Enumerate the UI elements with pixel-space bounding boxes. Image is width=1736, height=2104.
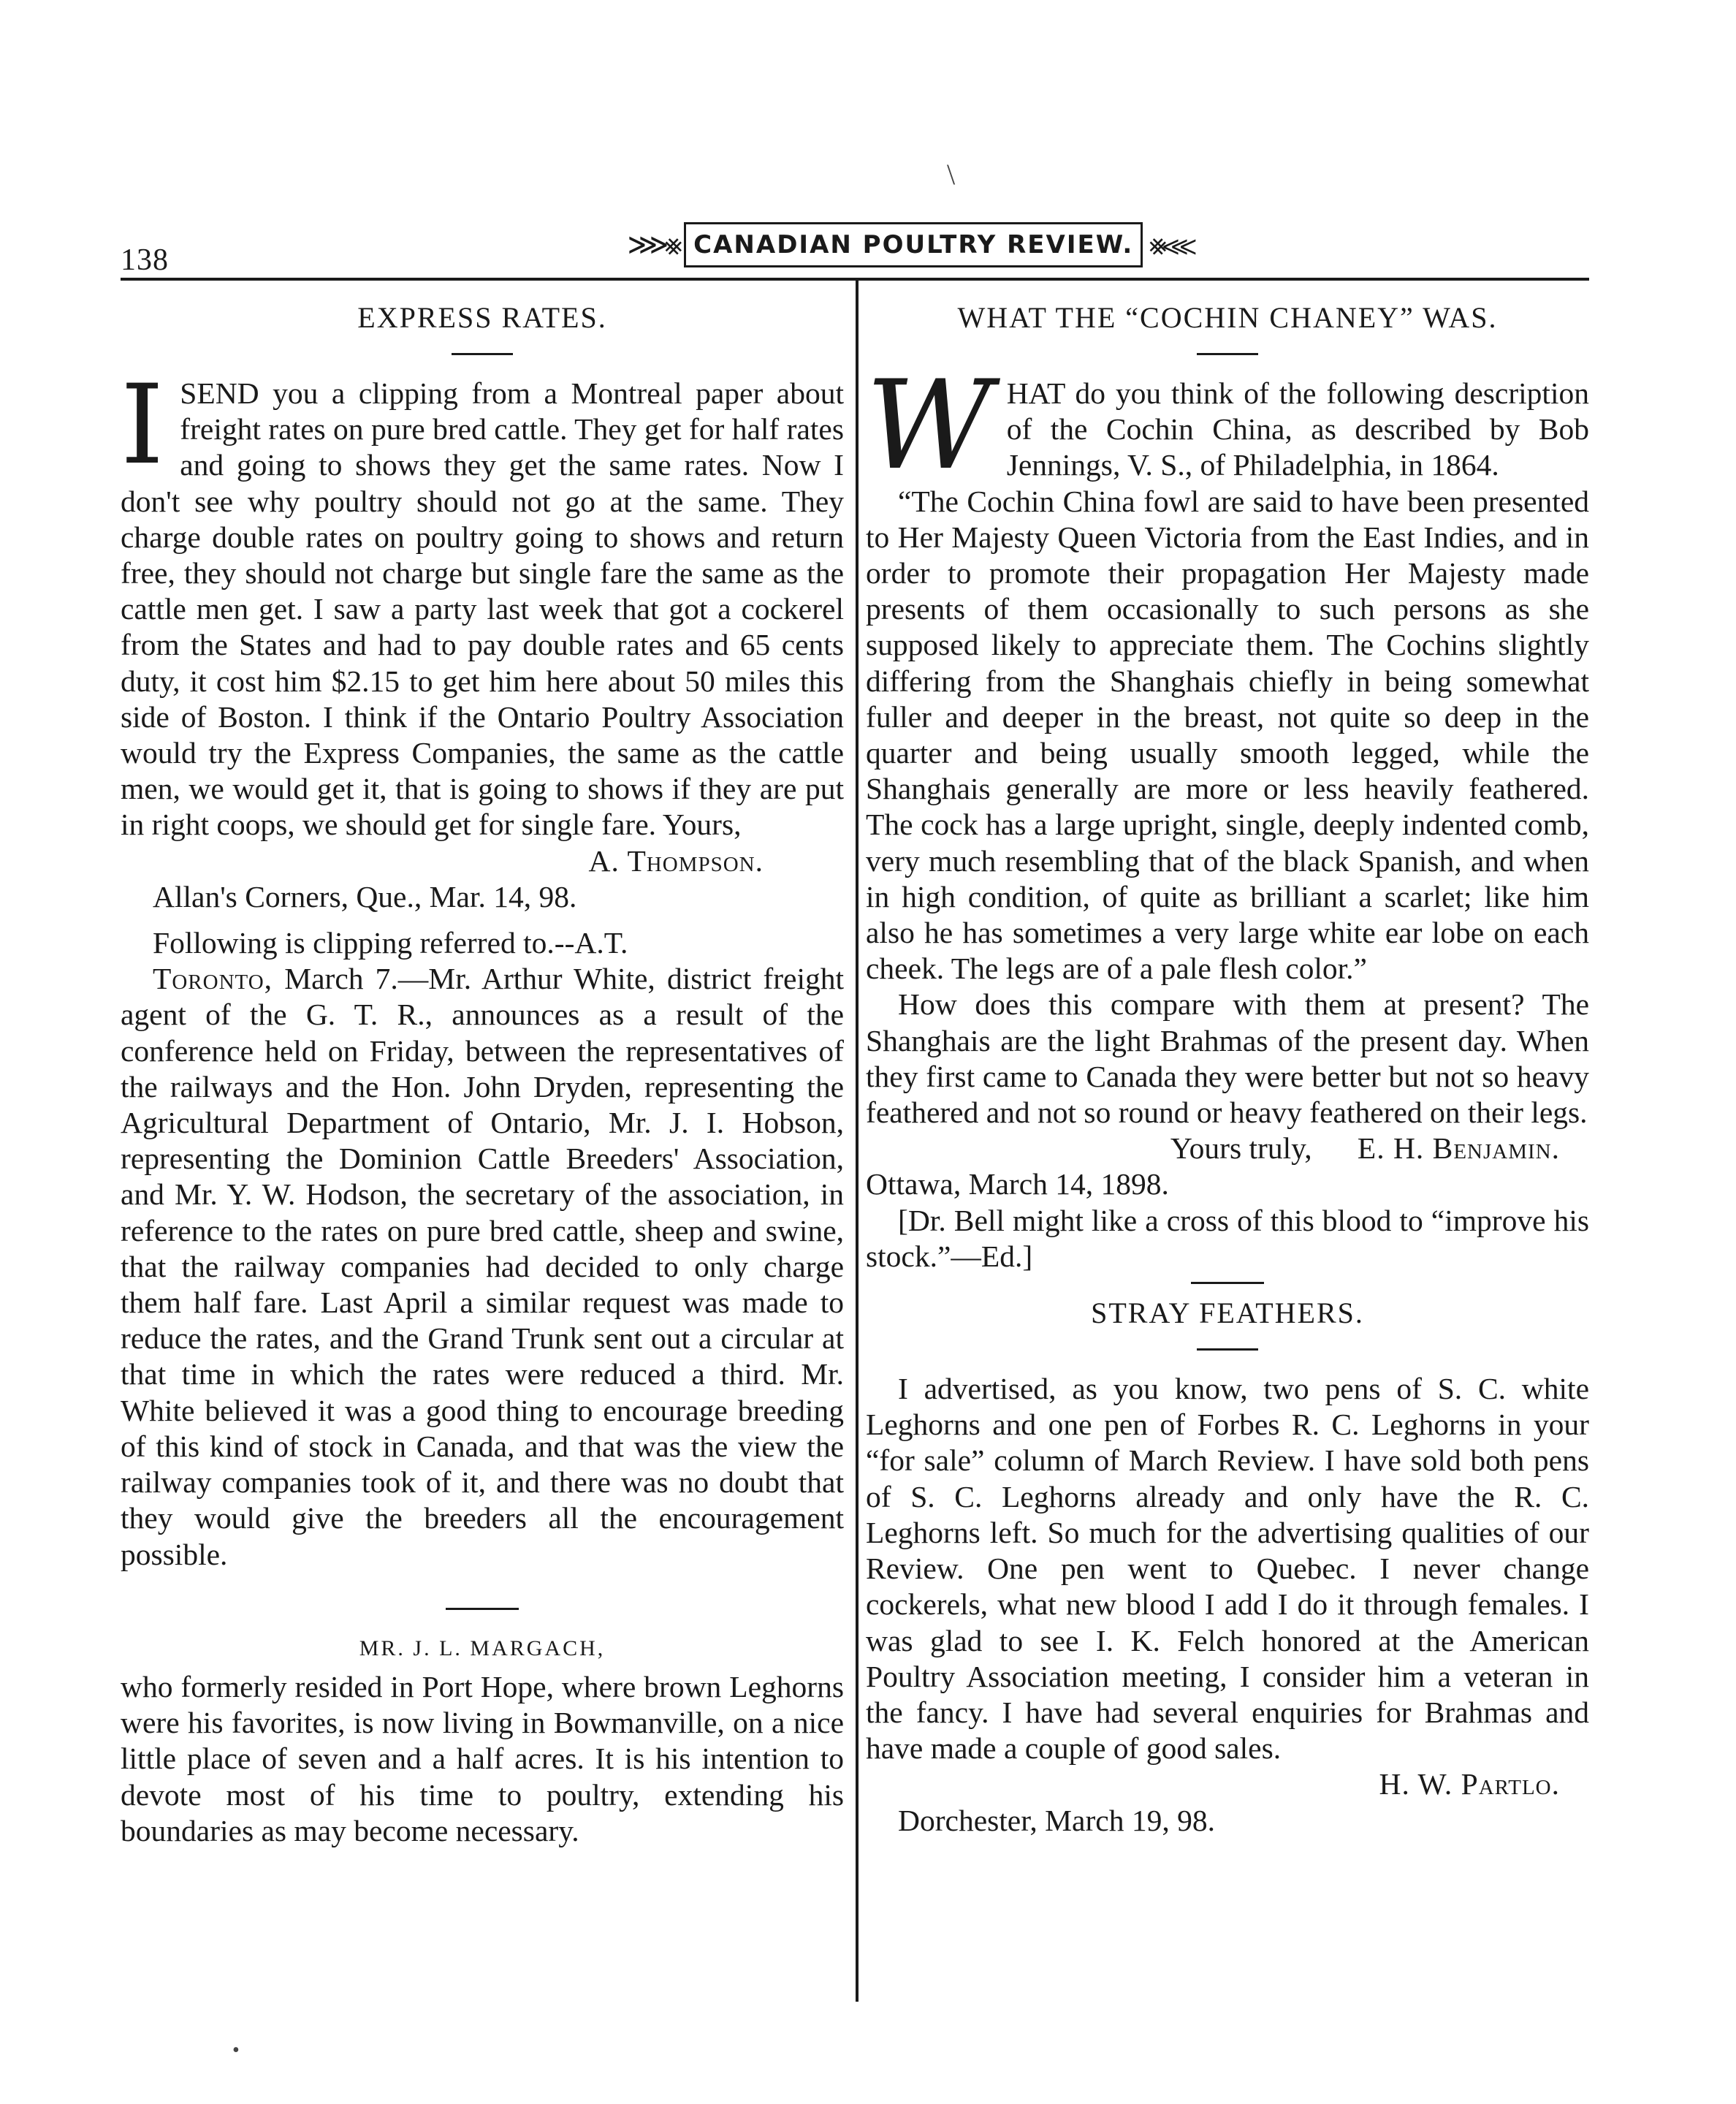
stray-feathers-heading: STRAY FEATHERS. — [1091, 1296, 1364, 1330]
cochin-quote: “The Cochin China fowl are said to have been presented to Her Majesty Queen Victoria from the East Indies, and in order to promote their propagation Her Majesty made presents of them occasionally to such persons as she supposed likely to appreciate them. The Cochins slightly differing from the Shanghais chiefly in being somewhat fuller and deeper in the breast, not quite so deep in the quarter and being usually smooth legged, while the Shanghais generally are more or less heavily feathered. The cock has a large upright, single, deeply indented comb, very much resembling that of the black Spanish, and when in high condition, of quite as brilliant a scarlet; like him also he has sometimes a very large white ear lobe on each cheek. The legs are of a pale flesh color.” — [866, 484, 1589, 986]
header-rule — [121, 278, 1589, 281]
heading-rule — [1197, 1348, 1258, 1351]
margach-body: who formerly resided in Port Hope, where brown Leghorns were his favorites, is now living in Bowmanville, on a nice little place of seven and a half acres. It is his intention to devote most of his time to poultry, extending his boundaries as may become necessary. — [121, 1669, 844, 1847]
cochin-dateline: Ottawa, March 14, 1898. — [866, 1167, 1169, 1201]
section-rule — [446, 1608, 519, 1610]
journal-title — [581, 219, 1238, 270]
clipping-intro: Following is clipping referred to.--A.T. — [153, 926, 628, 960]
cochin-comment: How does this compare with them at present? The Shanghais are the light Brahmas of the present day. When they first came to Canada they were better but not so heavy feathered and not so round or heavy feathered on their legs. — [866, 987, 1589, 1130]
margach-article — [121, 1630, 844, 1849]
stray-ink-dot: • — [232, 2039, 240, 2062]
express-rates-heading: EXPRESS RATES. — [357, 301, 607, 334]
letter-dateline: Allan's Corners, Que., Mar. 14, 98. — [153, 879, 577, 914]
express-letter — [121, 362, 844, 843]
drop-cap: I — [121, 362, 164, 489]
stray-dateline: Dorchester, March 19, 98. — [898, 1803, 1215, 1837]
heading-rule — [1197, 353, 1258, 355]
stray-feathers-body: I advertised, as you know, two pens of S. C. white Leghorns and one pen of Forbes R. C. Leghorns in your “for sale” column of March Review. I have sold both pens of S. C. Leghorns already and only have the R. C. Leghorns left. So much for the advertising qualities of our Review. One pen went to Quebec. I never change cockerels, what new blood I add I do it through females. I was glad to see I. K. Felch honored at the American Poultry Association meeting, I consider him a veteran in the fancy. I have had several enquiries for Brahmas and have made a couple of good sales. — [866, 1372, 1589, 1766]
letter-signature: A. Thompson. — [588, 843, 764, 878]
column-divider — [856, 281, 859, 2002]
journal-title-text: CANADIAN POULTRY REVIEW. — [684, 222, 1143, 267]
clipping-body — [121, 961, 844, 1572]
cochin-closing: Yours truly, — [1170, 1131, 1312, 1166]
cochin-signoff — [866, 1131, 1589, 1166]
stray-signature: H. W. Partlo. — [1379, 1767, 1560, 1801]
right-column — [866, 296, 1589, 1839]
cochin-intro — [866, 354, 1589, 497]
masthead — [121, 219, 1611, 278]
page-number: 138 — [121, 243, 169, 277]
letter-body: SEND you a clipping from a Montreal paper about freight rates on pure bred cattle. They get for half rates and going to shows they get the same rates. Now I don't see why poultry should not go at the same. They charge double rates on poultry going to shows and return free, they should not charge but single fare the same as the cattle men get. I saw a party last week that got a cockerel from the States and had to pay double rates and 65 cents duty, it cost him $2.15 to get him here about 50 miles this side of Boston. I think if the Ontario Poultry Association would try the Express Companies, the same as the cattle men, we would get it, that is going to shows if they are put in right coops, we should get for single fare. Yours, — [121, 376, 844, 842]
clipping-text: March 7.—Mr. Arthur White, district freight agent of the G. T. R., announces as a result of the conference held on Friday, between the representatives of the railways and the Hon. John Dryden, representing the Agricultural Department of Ontario, Mr. J. I. Hobson, representing the Dominion Cattle Breeders' Association, and Mr. Y. W. Hodson, the secretary of the association, in reference to the rates on pure bred cattle, sheep and swine, that the railway companies had decided to only charge them half fare. Last April a similar request was made to reduce the rates, and the Grand Trunk sent out a circular at that time in which the rates were reduced a third. Mr. White believed it was a good thing to encourage breeding of this kind of stock in Canada, and that was the view the railway companies took of it, and there was no doubt that they would give the breeders all the encouragement possible. — [121, 962, 845, 1571]
right-ornament: ⨳⋘ — [1149, 228, 1192, 261]
clipping-place: Toronto, — [153, 962, 273, 996]
drop-cap: W — [866, 354, 992, 497]
cochin-intro-text: HAT do you think of the following description of the Cochin China, as described by Bob Jennings, V. S., of Philadelphia, in 1864. — [1006, 376, 1589, 482]
margach-heading: MR. J. L. MARGACH, — [359, 1636, 606, 1660]
editor-note: [Dr. Bell might like a cross of this blood to “improve his stock.”—Ed.] — [866, 1203, 1589, 1273]
stray-ink-mark: \ — [947, 158, 956, 191]
express-rates-article — [121, 296, 844, 1573]
stray-feathers-article — [866, 1291, 1589, 1839]
left-ornament: ⋙⨳ — [627, 228, 679, 261]
section-rule — [1191, 1282, 1264, 1284]
heading-rule — [452, 353, 513, 355]
cochin-heading: WHAT THE “COCHIN CHANEY” WAS. — [957, 301, 1498, 334]
cochin-signature: E. H. Benjamin. — [1357, 1131, 1560, 1166]
cochin-article — [866, 296, 1589, 1275]
left-column — [121, 296, 844, 1849]
